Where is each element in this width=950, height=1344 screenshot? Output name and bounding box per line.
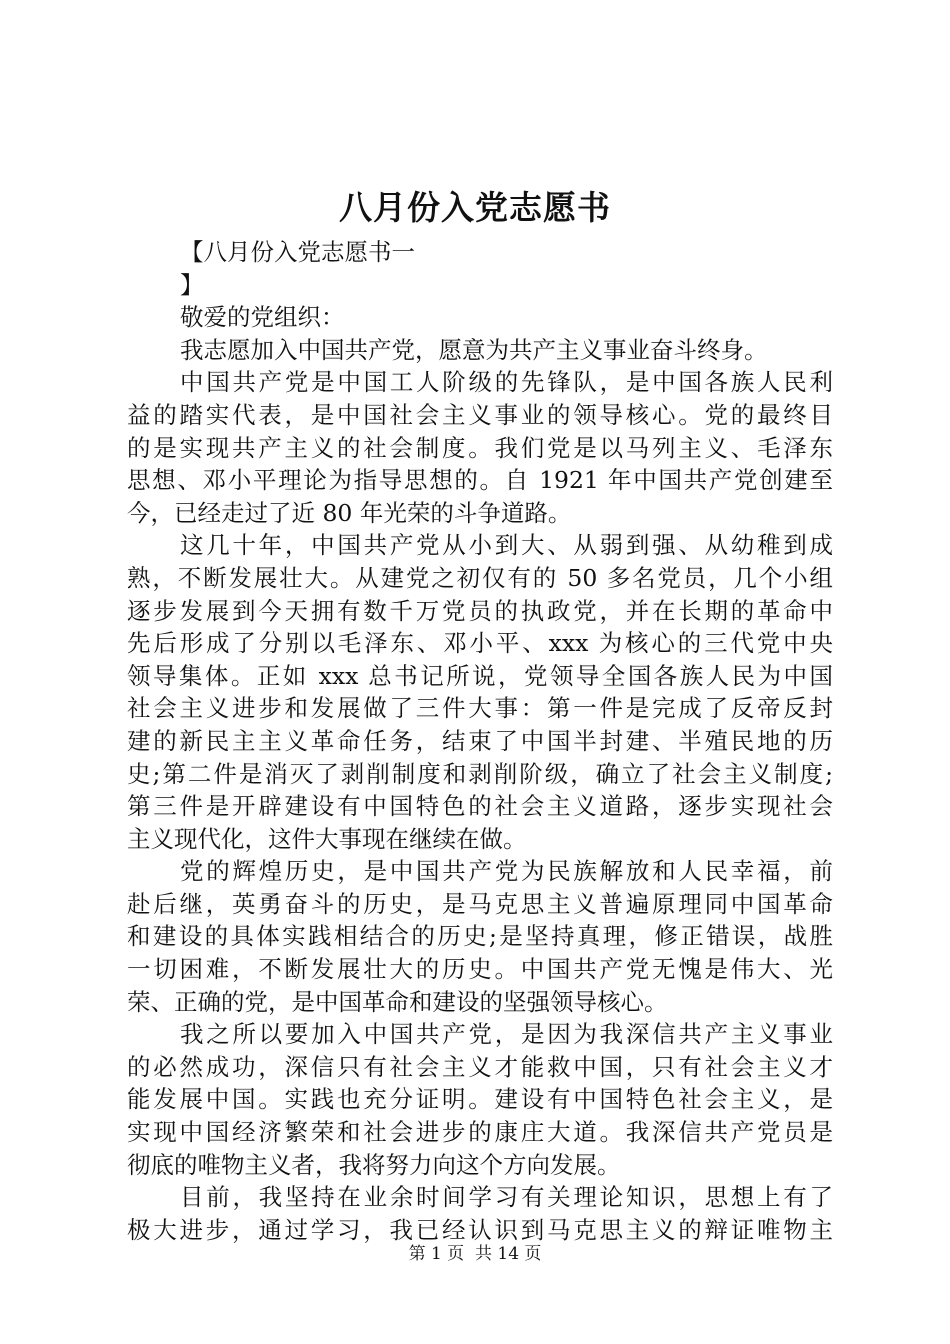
body-line: 今，已经走过了近 80 年光荣的斗争道路。 — [127, 498, 572, 527]
body-line: 能发展中国。实践也充分证明。建设有中国特色社会主义，是 — [127, 1085, 833, 1114]
body-line: 益的踏实代表，是中国社会主义事业的领导核心。党的最终目 — [127, 400, 833, 429]
body-line: 逐步发展到今天拥有数千万党员的执政党，并在长期的革命中 — [127, 596, 833, 625]
body-line: 领导集体。正如 xxx 总书记所说，党领导全国各族人民为中国 — [127, 661, 833, 690]
body-line: 荣、正确的党，是中国革命和建设的坚强领导核心。 — [127, 987, 668, 1016]
document-title: 八月份入党志愿书 — [339, 188, 611, 227]
body-line: 党的辉煌历史，是中国共产党为民族解放和人民幸福，前 — [180, 857, 833, 886]
body-line: 的必然成功，深信只有社会主义才能救中国，只有社会主义才 — [127, 1052, 833, 1081]
body-line: 】 — [180, 270, 204, 299]
body-line: 这几十年，中国共产党从小到大、从弱到强、从幼稚到成 — [180, 531, 833, 560]
body-line: 彻底的唯物主义者，我将努力向这个方向发展。 — [127, 1150, 621, 1179]
body-line: 社会主义进步和发展做了三件大事：第一件是完成了反帝反封 — [127, 694, 833, 723]
body-line: 【八月份入党志愿书一 — [180, 238, 415, 266]
body-line: 实现中国经济繁荣和社会进步的康庄大道。我深信共产党员是 — [127, 1118, 833, 1147]
body-line: 我之所以要加入中国共产党，是因为我深信共产主义事业 — [180, 1020, 833, 1049]
body-line: 极大进步，通过学习，我已经认识到马克思主义的辩证唯物主 — [127, 1215, 833, 1244]
document-body — [127, 236, 833, 1246]
body-line: 的是实现共产主义的社会制度。我们党是以马列主义、毛泽东 — [127, 433, 833, 462]
body-line: 建的新民主主义革命任务，结束了中国半封建、半殖民地的历 — [127, 726, 833, 755]
body-line: 史;第二件是消灭了剥削制度和剥削阶级，确立了社会主义制度; — [127, 759, 833, 788]
body-line: 熟，不断发展壮大。从建党之初仅有的 50 多名党员，几个小组 — [127, 563, 833, 592]
body-line: 一切困难，不断发展壮大的历史。中国共产党无愧是伟大、光 — [127, 955, 833, 984]
body-line: 思想、邓小平理论为指导思想的。自 1921 年中国共产党创建至 — [127, 466, 833, 495]
page-number-label: 第 1 页 共 14 页 — [408, 1244, 542, 1264]
body-line: 第三件是开辟建设有中国特色的社会主义道路，逐步实现社会 — [127, 792, 833, 821]
body-line: 先后形成了分别以毛泽东、邓小平、xxx 为核心的三代党中央 — [127, 629, 833, 658]
body-line: 中国共产党是中国工人阶级的先锋队，是中国各族人民利 — [180, 368, 833, 397]
page-footer — [0, 1242, 950, 1266]
body-line: 目前，我坚持在业余时间学习有关理论知识，思想上有了 — [180, 1183, 833, 1212]
body-line: 赴后继，英勇奋斗的历史，是马克思主义普遍原理同中国革命 — [127, 889, 833, 918]
body-line: 我志愿加入中国共产党，愿意为共产主义事业奋斗终身。 — [180, 335, 768, 364]
body-line: 敬爱的党组织： — [180, 303, 345, 332]
body-line: 和建设的具体实践相结合的历史;是坚持真理，修正错误，战胜 — [127, 922, 833, 951]
body-line: 主义现代化，这件大事现在继续在做。 — [127, 824, 527, 853]
